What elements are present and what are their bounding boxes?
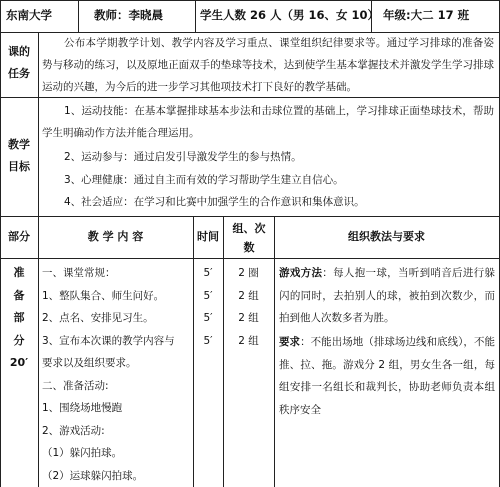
col-time: 时间 [197,230,219,243]
col-sets: 组、次数 [232,222,266,254]
section-content [42,262,192,487]
content-line: 2、点名、安排见习生。 [42,312,154,324]
content-line: 3、宣布本次课的教学内容与 [42,334,175,347]
rule-label-col [38,32,39,487]
method-game-text: ：每人抱一球，当听到哨音后进行躲闪的同时，去拍别人的球，被拍到次数少，而拍到他人次数多者为胜。 [279,267,496,324]
rule-after-goals [0,216,500,217]
section-label-char: 备 [13,288,25,302]
section-times [193,262,223,352]
section-label-duration: 20′ [9,356,29,369]
method-requirements [279,331,495,421]
sets-value: 2 组 [238,334,259,347]
content-line: 2、游戏活动: [42,424,105,437]
goal-4: 4、社会适应：在学习和比赛中加强学生的合作意识和集体意识。 [64,196,365,208]
school-name: 东南大学 [6,8,52,22]
method-game [279,262,495,330]
time-value: 5′ [203,289,213,302]
goal-2: 2、运动参与：通过启发引导激发学生的参与热情。 [64,151,302,163]
col-content: 教 学 内 容 [87,230,144,243]
sets-value: 2 组 [238,289,259,302]
rule-top [0,0,500,1]
rule-after-columns [0,258,500,259]
col-part: 部分 [8,230,30,243]
goal-1: 1、运动技能：在基本掌握排球基本步法和击球位置的基础上，学习排球正面垫球技术，帮助学生明确动作方法并能合理运用。 [42,105,494,139]
task-text: 公布本学期教学计划、教学内容及学习重点、课堂组织纪律要求等。通过学习排球的准备姿势与移动的练习，以及原地正面双手的垫球等技术，达到使学生基本掌握技术并激发学生学习排球运动的兴趣，为今后的进一步学习其他项技术打下良好的教学基础。 [42,37,494,93]
sets-value: 2 组 [238,312,259,324]
content-line: （2）运球躲闪拍球。 [42,469,144,482]
time-value: 5′ [203,334,213,347]
time-value: 5′ [203,267,213,279]
content-line: 1、围绕场地慢跑 [42,402,123,414]
time-value: 5′ [203,312,213,324]
rule-sets-col [274,216,275,487]
content-line: 1、整队集合、师生问好。 [42,289,165,302]
content-line: 一、课堂常规： [42,267,116,279]
content-line: （1）躲闪拍球。 [42,447,123,459]
content-line: 要求以及组织要求。 [42,357,137,369]
goals-label: 教学目标 [8,138,30,173]
content-line: 二、准备活动: [42,379,109,392]
teacher-name: 教师：李晓晨 [94,8,163,22]
section-label-char: 分 [13,333,25,347]
method-req-label: 要求 [279,336,301,348]
section-label-char: 部 [13,311,25,324]
grade-class: 年级:大二 17 班 [383,8,470,22]
task-label: 课的任务 [8,45,30,80]
goal-3: 3、心理健康：通过自主而有效的学习帮助学生建立自信心。 [64,174,344,186]
student-count: 学生人数 26 人（男 16、女 10） [200,8,380,22]
section-label [0,262,38,375]
method-game-label: 游戏方法 [279,267,323,279]
section-sets [223,262,274,352]
rule-header-2 [195,0,196,32]
sets-value: 2 圈 [238,267,259,279]
col-method: 组织教法与要求 [348,230,425,243]
rule-header-1 [78,0,79,32]
method-req-text: ：不能出场地（排球场边线和底线），不能推、拉、拖。游戏分 2 组，男女生各一组，每组安排一名组长和裁判长，协助老师负责本组秩序安全 [279,336,496,416]
section-label-char: 准 [13,266,25,279]
